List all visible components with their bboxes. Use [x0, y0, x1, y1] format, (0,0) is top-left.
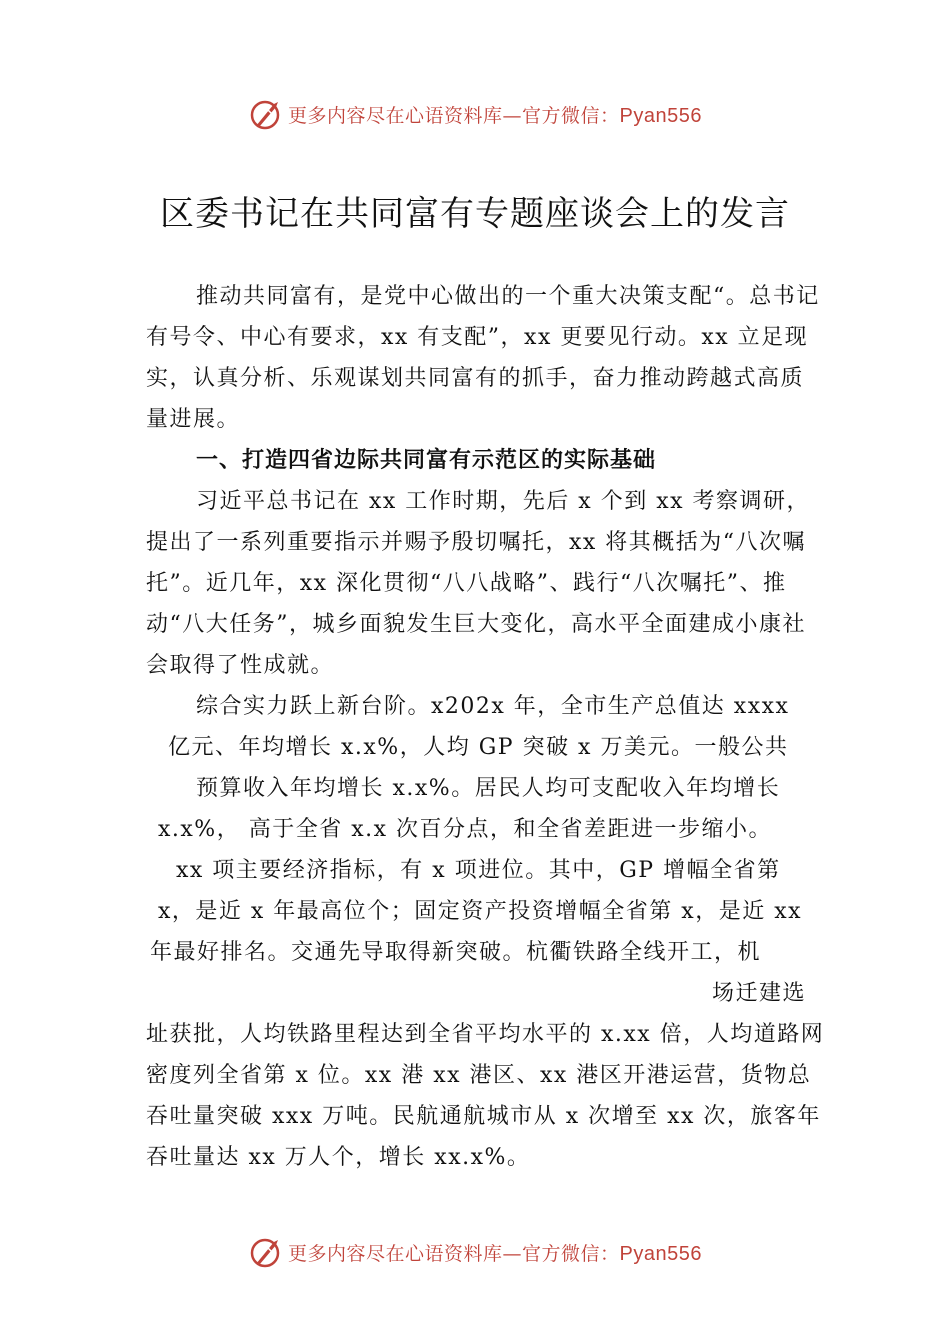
- footer-watermark-banner: [0, 1232, 950, 1272]
- page-title: 区委书记在共同富有专题座谈会上的发言: [160, 194, 790, 234]
- economy-line-1: 综合实力跃上新台阶。x202x 年，全市生产总值达 xxxx: [196, 694, 790, 719]
- economy-line-7: 年最好排名。交通先导取得新突破。杭衢铁路全线开工，机: [150, 940, 762, 965]
- banner-text: 更多内容尽在心语资料库—官方微信：Pyan556: [288, 104, 702, 127]
- wechat-id: Pyan556: [619, 1242, 702, 1265]
- economy-line-8: 场迁建选: [711, 981, 806, 1006]
- quill-pen-logo-icon: [248, 96, 284, 132]
- paragraph-transport: 址获批，人均铁路里程达到全省平均水平的 x.xx 倍，人均道路网密度列全省第 x 位。xx 港 xx 港区、xx 港区开港运营，货物总吞吐量突破 xxx 万吨。民航通航城市从 x 次增至 xx 次，旅客年吞吐量达 xx 万人个，增长 xx.x%。: [146, 1022, 825, 1170]
- paragraph-intro: 推动共同富有，是党中心做出的一个重大决策支配“。总书记有号令、中心有要求，xx 有支配”，xx 更要见行动。xx 立足现实，认真分析、乐观谋划共同富有的抓手，奋力推动跨越式高质量进展。: [146, 284, 820, 432]
- economy-line-4: x.x%， 高于全省 x.x 次百分点，和全省差距进一步缩小。: [158, 817, 773, 842]
- paragraph-inspection: 习近平总书记在 xx 工作时期，先后 x 个到 xx 考察调研，提出了一系列重要指示并赐予殷切嘱托，xx 将其概括为“八次嘱托”。近几年，xx 深化贯彻“八八战略”、践行“八次嘱托”、推动“八大任务”，城乡面貌发生巨大变化，高水平全面建成小康社会取得了性成就。: [146, 489, 810, 678]
- economy-line-6: x，是近 x 年最高位个；固定资产投资增幅全省第 x，是近 xx: [158, 899, 803, 924]
- paragraph-economy: [146, 686, 826, 1014]
- economy-line-2: 亿元、年均增长 x.x%，人均 GP 突破 x 万美元。一般公共: [168, 735, 789, 760]
- document-body: [146, 276, 826, 1178]
- banner-text: 更多内容尽在心语资料库—官方微信：Pyan556: [288, 1242, 702, 1265]
- section-heading-1: 一、打造四省边际共同富有示范区的实际基础: [196, 448, 657, 473]
- economy-line-5: xx 项主要经济指标，有 x 项进位。其中，GP 增幅全省第: [176, 858, 781, 883]
- wechat-id: Pyan556: [619, 104, 702, 127]
- header-watermark-banner: [0, 94, 950, 134]
- quill-pen-logo-icon: [248, 1234, 284, 1270]
- economy-line-3: 预算收入年均增长 x.x%。居民人均可支配收入年均增长: [196, 776, 781, 801]
